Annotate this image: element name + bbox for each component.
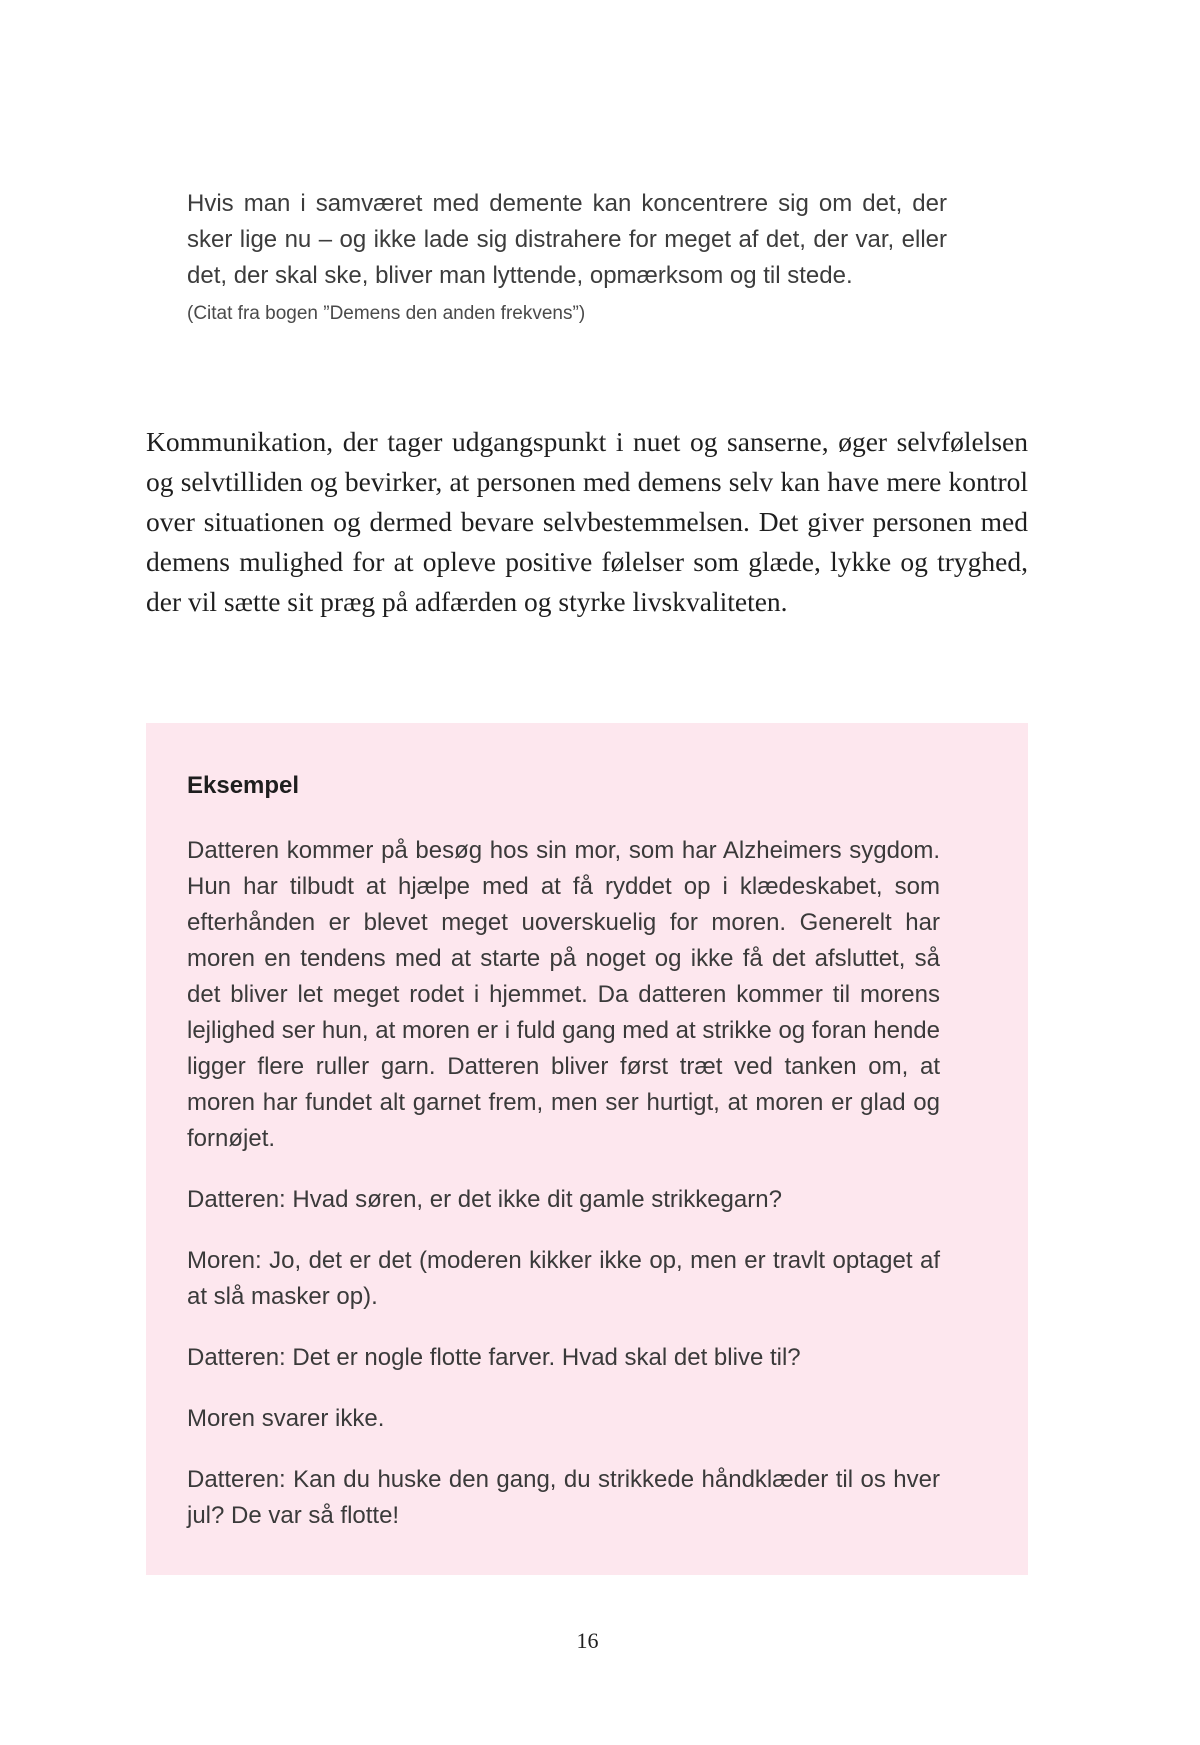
body-paragraph: Kommunikation, der tager udgangspunkt i nuet og sanserne, øger selvfølelsen og selvtilliden og bevirker, at personen med demens selv kan have mere kontrol over situationen og dermed bevare selvbestemmelsen. Det giver personen med demens mulighed for at opleve positive følelser som glæde, lykke og tryghed, der vil sætte sit præg på adfærden og styrke livskvaliteten. (146, 426, 1028, 617)
example-paragraph: Datteren kommer på besøg hos sin mor, som har Alzheimers sygdom. Hun har tilbudt at hjælpe med at få ryddet op i klædeskabet, som efterhånden er blevet meget uoverskuelig for moren. Generelt har moren en tendens med at starte på noget og ikke få det afsluttet, så det bliver let meget rodet i hjemmet. Da datteren kommer til morens lejlighed ser hun, at moren er i fuld gang med at strikke og foran hende ligger flere ruller garn. Datteren bliver først træt ved tanken om, at moren har fundet alt garnet frem, men ser hurtigt, at moren er glad og fornøjet. (187, 837, 940, 1152)
pull-quote (187, 186, 947, 328)
quote-source: (Citat fra bogen ”Demens den anden frekvens”) (187, 303, 586, 324)
example-title: Eksempel (187, 772, 300, 799)
page-number: 16 (576, 1628, 599, 1653)
quote-text: Hvis man i samværet med demente kan koncentrere sig om det, der sker lige nu – og ikke lade sig distrahere for meget af det, der var, eller det, der skal ske, bliver man lyttende, opmærksom og til stede. (187, 190, 947, 289)
example-paragraph: Moren: Jo, det er det (moderen kikker ikke op, men er travlt optaget af at slå masker op). (187, 1247, 940, 1310)
example-paragraph: Datteren: Det er nogle flotte farver. Hvad skal det blive til? (187, 1344, 801, 1371)
example-paragraph: Datteren: Hvad søren, er det ikke dit gamle strikkegarn? (187, 1186, 782, 1213)
example-paragraph: Datteren: Kan du huske den gang, du strikkede håndklæder til os hver jul? De var så flotte! (187, 1466, 940, 1529)
example-paragraph: Moren svarer ikke. (187, 1405, 385, 1432)
example-box (146, 723, 1028, 1575)
